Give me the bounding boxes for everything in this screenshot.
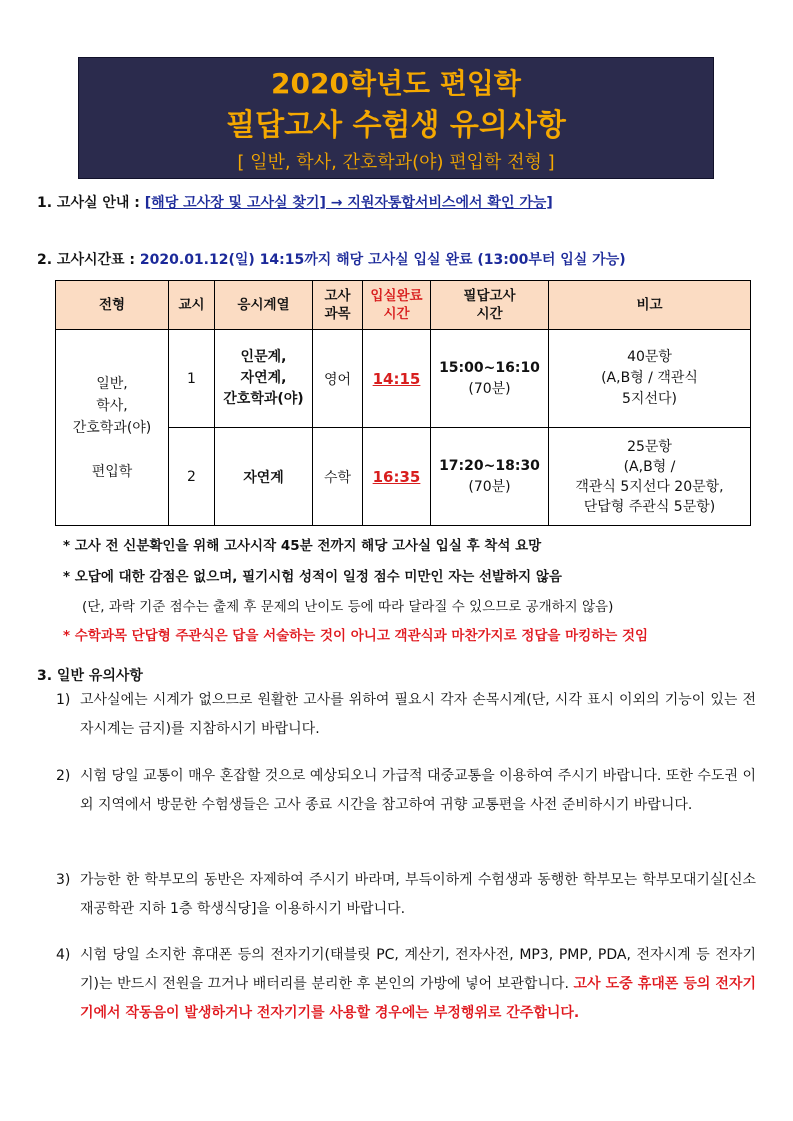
note-scoring: * 오답에 대한 감점은 없으며, 필기시험 성적이 일정 점수 미만인 자는 선발하지 않음 — [63, 569, 562, 585]
cell-field: 자연계 — [215, 428, 313, 526]
cell-subject: 수학 — [313, 428, 363, 526]
section-2-text: 2020.01.12(일) 14:15까지 해당 고사실 입실 완료 (13:00부터 입실 가능) — [139, 252, 626, 268]
header-subject: 고사 과목 — [313, 281, 363, 330]
list-item: 4) 시험 당일 소지한 휴대폰 등의 전자기기(태블릿 PC, 계산기, 전자사전, MP3, PMP, PDA, 전자시계 등 전자기기)는 반드시 전원을 끄거나 배터리를 분리한 후 본인의 가방에 넣어 보관합니다. 고사 도중 휴대폰 등의 전자기기에서 작동음이 발생하거나 전자기기를 사용할 경우에는 부정행위로 간주합니다. — [56, 947, 756, 1021]
note-cutoff: (단, 과락 기준 점수는 출제 후 문제의 난이도 등에 따라 달라질 수 있으므로 공개하지 않음) — [82, 599, 614, 615]
header-type: 전형 — [56, 281, 169, 330]
list-item: 1) 고사실에는 시계가 없으므로 원활한 고사를 위하여 필요시 각자 손목시계(단, 시각 표시 이외의 기능이 있는 전자시계는 금지)를 지참하시기 바랍니다. — [56, 692, 756, 737]
cell-note: 40문항 (A,B형 / 객관식 5지선다) — [549, 330, 751, 428]
cell-type: 일반, 학사, 간호학과(야) 편입학 — [56, 330, 169, 526]
cell-subject: 영어 — [313, 330, 363, 428]
header-field: 응시계열 — [215, 281, 313, 330]
list-item: 2) 시험 당일 교통이 매우 혼잡할 것으로 예상되오니 가급적 대중교통을 이용하여 주시기 바랍니다. 또한 수도권 이외 지역에서 방문한 수험생들은 고사 종료 시간을 참고하여 귀향 교통편을 사전 준비하시기 바랍니다. — [56, 768, 756, 813]
cell-exam-time: 15:00~16:10 (70분) — [431, 330, 549, 428]
section-2 — [37, 249, 626, 269]
header-period: 교시 — [169, 281, 215, 330]
cell-note: 25문항 (A,B형 / 객관식 5지선다 20문항, 단답형 주관식 5문항) — [549, 428, 751, 526]
section-3-label: 3. 일반 유의사항 — [37, 668, 143, 684]
note-math-marking: * 수학과목 단답형 주관식은 답을 서술하는 것이 아니고 객관식과 마찬가지로 정답을 마킹하는 것임 — [63, 628, 649, 644]
cell-entry-time: 16:35 — [363, 428, 431, 526]
header-note: 비고 — [549, 281, 751, 330]
warning-text: 고사 도중 휴대폰 등의 전자기기에서 작동음이 발생하거나 전자기기를 사용할 경우에는 부정행위로 간주합니다. — [80, 976, 756, 1021]
cell-period: 1 — [169, 330, 215, 428]
cell-field: 인문계, 자연계, 간호학과(야) — [215, 330, 313, 428]
section-2-label: 2. 고사시간표 : — [37, 252, 136, 268]
title-banner — [78, 57, 714, 179]
note-arrival: * 고사 전 신분확인을 위해 고사시작 45분 전까지 해당 고사실 입실 후 착석 요망 — [63, 538, 542, 554]
cell-exam-time: 17:20~18:30 (70분) — [431, 428, 549, 526]
table-header-row — [56, 281, 751, 330]
table-row — [56, 330, 751, 428]
cell-entry-time: 14:15 — [363, 330, 431, 428]
title-main: 필답고사 수험생 유의사항 — [226, 108, 566, 143]
exam-room-link[interactable]: [해당 고사장 및 고사실 찾기] → 지원자통합서비스에서 확인 가능] — [144, 195, 553, 211]
list-item: 3) 가능한 한 학부모의 동반은 자제하여 주시기 바라며, 부득이하게 수험생과 동행한 학부모는 학부모대기실[신소재공학관 지하 1층 학생식당]을 이용하시기 바랍니다. — [56, 872, 756, 917]
header-entry-time: 입실완료 시간 — [363, 281, 431, 330]
schedule-table — [55, 280, 751, 526]
section-1-label: 1. 고사실 안내 : — [37, 195, 140, 211]
header-exam-time: 필답고사 시간 — [431, 281, 549, 330]
title-year: 2020학년도 편입학 — [271, 67, 521, 100]
cell-period: 2 — [169, 428, 215, 526]
title-subtitle: [ 일반, 학사, 간호학과(야) 편입학 전형 ] — [237, 152, 555, 173]
section-1 — [37, 192, 553, 212]
